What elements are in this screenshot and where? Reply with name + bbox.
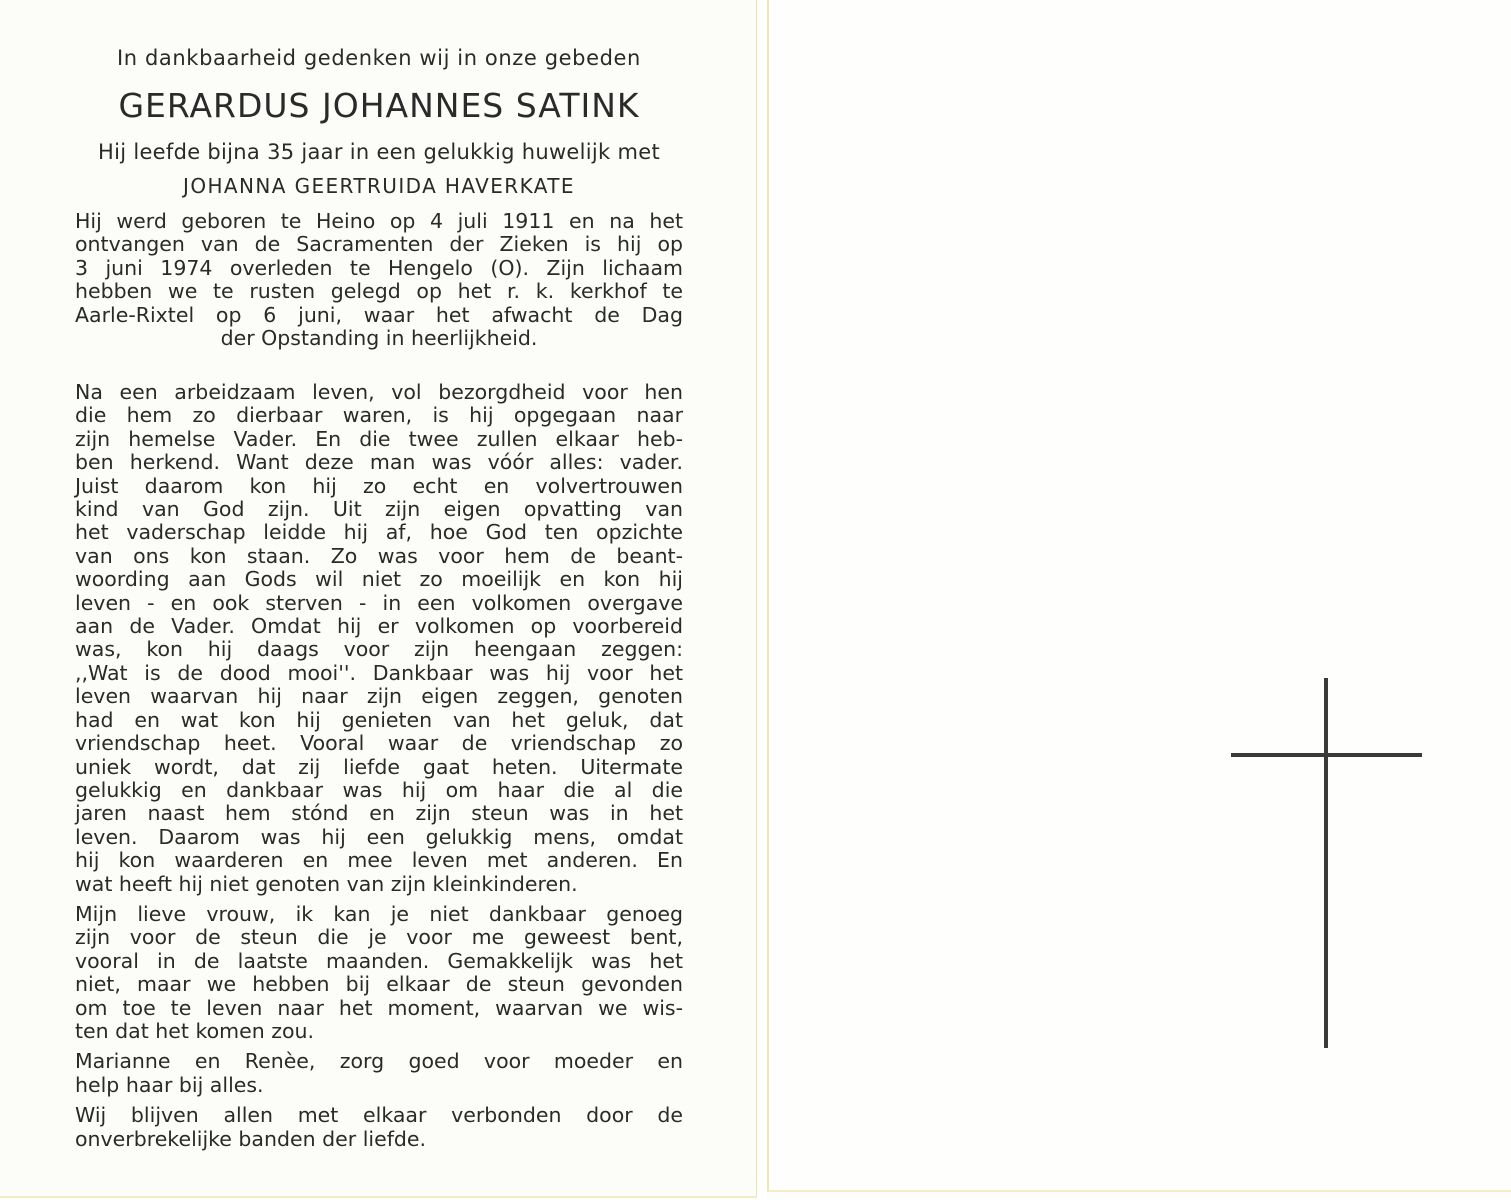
text-line: aan de Vader. Omdat hij er volkomen op voorbereid xyxy=(75,614,683,639)
paragraph-closing xyxy=(75,1104,683,1151)
text-line: zijn voor de steun die je voor me geweest bent, xyxy=(75,925,683,950)
text-line: hebben we te rusten gelegd op het r. k. kerkhof te xyxy=(75,279,683,304)
text-line: om toe te leven naar het moment, waarvan we wis- xyxy=(75,995,683,1020)
spouse-name: JOHANNA GEERTRUIDA HAVERKATE xyxy=(183,174,575,198)
text-line: zijn hemelse Vader. En die twee zullen elkaar heb- xyxy=(75,426,683,451)
text-line: help haar bij alles. xyxy=(75,1072,264,1097)
text-line: die hem zo dierbaar waren, is hij opgegaan naar xyxy=(75,403,683,428)
text-line: 3 juni 1974 overleden te Hengelo (O). Zijn lichaam xyxy=(75,255,683,280)
card-fold-gap xyxy=(757,0,767,1200)
text-line: wat heeft hij niet genoten van zijn kleinkinderen. xyxy=(75,871,578,896)
birth-death-paragraph xyxy=(75,210,683,350)
text-line: van ons kon staan. Zo was voor hem de beant- xyxy=(75,543,683,568)
text-line: jaren naast hem stónd en zijn steun was in het xyxy=(75,801,683,826)
paragraph-wife xyxy=(75,903,683,1043)
text-line: ontvangen van de Sacramenten der Zieken is hij op xyxy=(75,232,683,257)
text-line: onverbrekelijke banden der liefde. xyxy=(75,1126,427,1151)
text-line: ten dat het komen zou. xyxy=(75,1018,315,1043)
text-line: niet, maar we hebben bij elkaar de steun gevonden xyxy=(75,972,683,997)
text-line: der Opstanding in heerlijkheid. xyxy=(220,326,538,351)
cross-page xyxy=(767,0,1511,1192)
text-line: Juist daarom kon hij zo echt en volvertrouwen xyxy=(75,473,683,498)
text-line: ,,Wat is de dood mooi''. Dankbaar was hij voor het xyxy=(75,660,683,685)
marriage-line: Hij leefde bijna 35 jaar in een gelukkig huwelijk met xyxy=(97,140,661,164)
text-line: gelukkig en dankbaar was hij om haar die al die xyxy=(75,777,683,802)
text-line: kind van God zijn. Uit zijn eigen opvatting van xyxy=(75,497,683,522)
text-line: Marianne en Renèe, zorg goed voor moeder en xyxy=(75,1049,683,1074)
text-line: Na een arbeidzaam leven, vol bezorgdheid voor hen xyxy=(75,380,683,404)
text-line: had en wat kon hij genieten van het geluk, dat xyxy=(75,707,683,732)
text-line: Wij blijven allen met elkaar verbonden door de xyxy=(75,1103,683,1128)
text-line: leven - en ook sterven - in een volkomen overgave xyxy=(75,590,683,615)
text-line: ben herkend. Want deze man was vóór alles: vader. xyxy=(75,450,683,475)
intro-line: In dankbaarheid gedenken wij in onze gebeden xyxy=(117,46,641,70)
deceased-name: GERARDUS JOHANNES SATINK xyxy=(118,86,640,125)
text-line: was, kon hij daags voor zijn heengaan zeggen: xyxy=(75,637,683,662)
text-line: leven. Daarom was hij een gelukkig mens, omdat xyxy=(75,824,683,849)
text-line: hij kon waarderen en mee leven met anderen. En xyxy=(75,848,683,873)
text-line: Mijn lieve vrouw, ik kan je niet dankbaar genoeg xyxy=(75,901,683,926)
text-line: woording aan Gods wil niet zo moeilijk en kon hij xyxy=(75,567,683,592)
text-line: uniek wordt, dat zij liefde gaat heten. Uitermate xyxy=(75,754,683,779)
text-line: het vaderschap leidde hij af, hoe God ten opzichte xyxy=(75,520,683,545)
paragraph-life xyxy=(75,381,683,896)
text-line: leven waarvan hij naar zijn eigen zeggen, genoten xyxy=(75,684,683,709)
text-line: vriendschap heet. Vooral waar de vriendschap zo xyxy=(75,731,683,756)
text-line: Aarle-Rixtel op 6 juni, waar het afwacht de Dag xyxy=(75,302,683,327)
paragraph-daughters xyxy=(75,1050,683,1097)
text-line: Hij werd geboren te Heino op 4 juli 1911 en na het xyxy=(75,209,683,233)
cross-vertical-bar xyxy=(1324,678,1328,1048)
text-line: vooral in de laatste maanden. Gemakkelijk was het xyxy=(75,948,683,973)
cross-horizontal-bar xyxy=(1231,753,1422,757)
memorial-body xyxy=(75,381,683,1158)
